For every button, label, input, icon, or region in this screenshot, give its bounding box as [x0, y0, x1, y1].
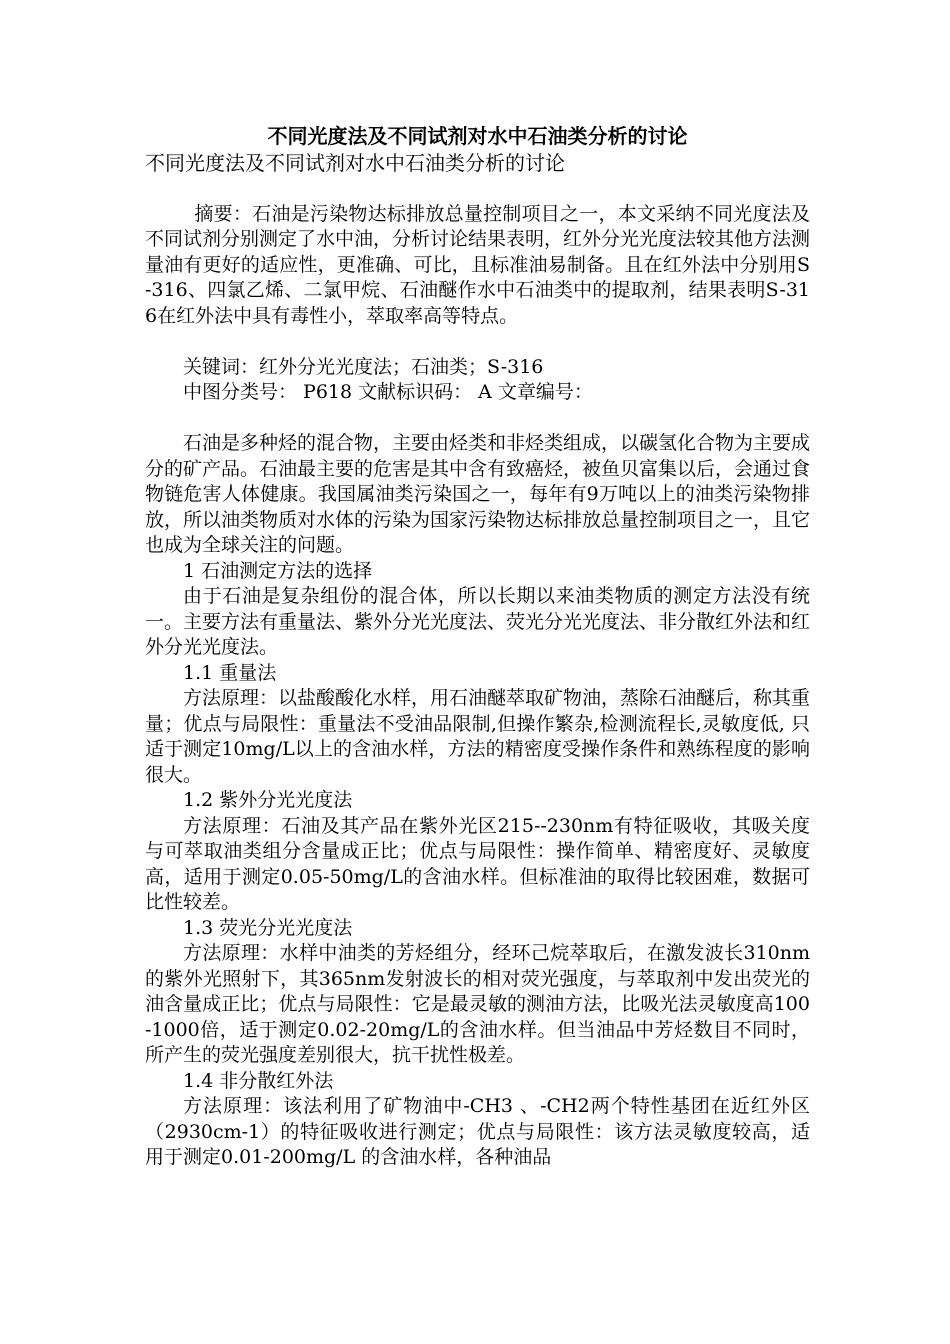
abstract-paragraph: 摘要：石油是污染物达标排放总量控制项目之一，本文采纳不同光度法及不同试剂分别测定了水中油，分析讨论结果表明，红外分光光度法较其他方法测量油有更好的适应性，更准确、可比，且标准油易制备。且在红外法中分别用S-316、四氯乙烯、二氯甲烷、石油醚作水中石油类中的提取剂，结果表明S-316在红外法中具有毒性小，萃取率高等特点。: [145, 202, 811, 327]
section-1-2-paragraph: 方法原理：石油及其产品在紫外光区215--230nm有特征吸收，其吸关度与可萃取油类组分含量成正比；优点与局限性：操作简单、精密度好、灵敏度高，适用于测定0.05-50mg/L的含油水样。但标准油的取得比较困难，数据可比性较差。: [145, 814, 810, 913]
section-1-heading: 1 石油测定方法的选择: [183, 559, 373, 582]
spacer: [145, 329, 810, 355]
section-1-4-heading: 1.4 非分散红外法: [183, 1069, 334, 1092]
section-1-1-paragraph: 方法原理：以盐酸酸化水样，用石油醚萃取矿物油，蒸除石油醚后，称其重量；优点与局限性：重量法不受油品限制,但操作繁杂,检测流程长,灵敏度低, 只适于测定10mg/L以上的含油水样，方法的精密度受操作条件和熟练程度的影响很大。: [145, 687, 811, 786]
intro-paragraph: 石油是多种烃的混合物，主要由烃类和非烃类组成，以碳氢化合物为主要成分的矿产品。石油最主要的危害是其中含有致癌烃，被鱼贝富集以后，会通过食物链危害人体健康。我国属油类污染国之一，每年有9万吨以上的油类污染物排放，所以油类物质对水体的污染为国家污染物达标排放总量控制项目之一，且它也成为全球关注的问题。: [145, 432, 811, 556]
classification-line: 中图分类号： P618 文献标识码： A 文章编号：: [183, 381, 593, 403]
spacer: [145, 176, 810, 202]
spacer: [145, 406, 810, 432]
section-1-1-heading: 1.1 重量法: [183, 661, 277, 684]
keywords-line: 关键词：红外分光光度法；石油类；S-316: [183, 355, 544, 378]
document-subtitle: 不同光度法及不同试剂对水中石油类分析的讨论: [145, 151, 565, 175]
section-1-2-heading: 1.2 紫外分光光度法: [183, 789, 353, 811]
document-title: 不同光度法及不同试剂对水中石油类分析的讨论: [267, 124, 688, 148]
section-1-paragraph: 由于石油是复杂组份的混合体，所以长期以来油类物质的测定方法没有统一。主要方法有重量法、紫外分光光度法、荧光分光光度法、非分散红外法和红外分光光度法。: [145, 585, 811, 658]
section-1-3-paragraph: 方法原理：水样中油类的芳烃组分，经环己烷萃取后，在激发波长310nm的紫外光照射下，其365nm发射波长的相对荧光强度，与萃取剂中发出荧光的油含量成正比；优点与局限性：它是最灵敏的测油方法，比吸光法灵敏度高100-1000倍，适于测定0.02-20mg/L的含油水样。但当油品中芳烃数目不同时，所产生的荧光强度差别很大，抗干扰性极差。: [145, 942, 810, 1066]
document-page: [145, 122, 810, 1171]
section-1-4-paragraph: 方法原理：该法利用了矿物油中-CH3 、-CH2两个特性基团在近红外区（2930cm-1）的特征吸收进行测定；优点与局限性：该方法灵敏度较高，适用于测定0.01-200mg/L 的含油水样，各种油品: [145, 1095, 810, 1168]
section-1-3-heading: 1.3 荧光分光光度法: [183, 916, 353, 939]
